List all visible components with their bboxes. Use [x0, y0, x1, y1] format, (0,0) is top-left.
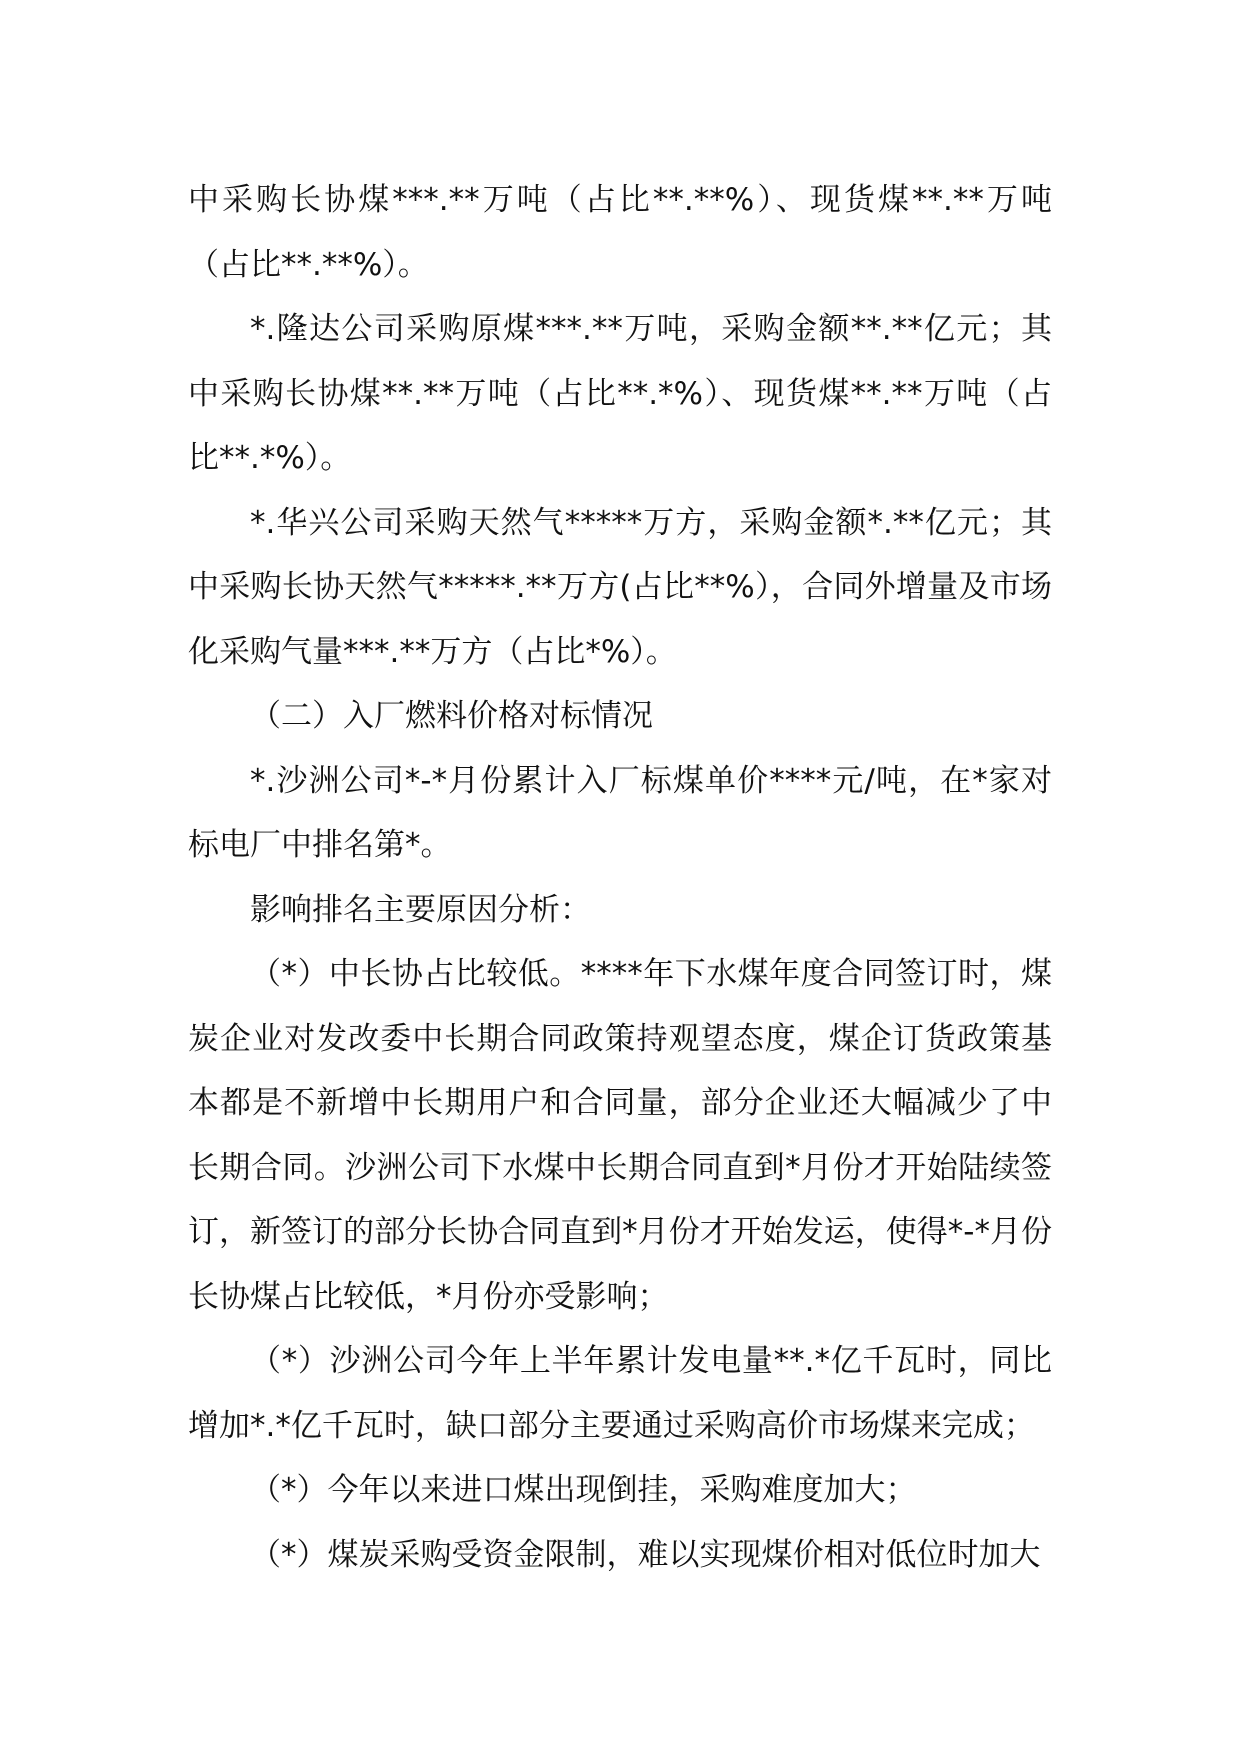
paragraph-analysis-intro: 影响排名主要原因分析：	[250, 891, 591, 928]
paragraph-continuation: 中采购长协煤***.**万吨（占比**.**%）、现货煤**.**万吨（占比**.**%）。	[188, 182, 1052, 283]
paragraph-reason-2: （*）沙洲公司今年上半年累计发电量**.*亿千瓦时，同比增加*.*亿千瓦时，缺口部分主要通过采购高价市场煤来完成；	[188, 1343, 1052, 1444]
section-heading: （二）入厂燃料价格对标情况	[250, 698, 653, 734]
paragraph-huaxing: *.华兴公司采购天然气*****万方，采购金额*.**亿元；其中采购长协天然气*****.**万方(占比**%），合同外增量及市场化采购气量***.**万方（占比*%）。	[188, 504, 1052, 670]
paragraph-reason-1: （*）中长协占比较低。****年下水煤年度合同签订时，煤炭企业对发改委中长期合同政策持观望态度，煤企订货政策基本都是不新增中长期用户和合同量，部分企业还大幅减少了中长期合同。沙洲公司下水煤中长期合同直到*月份才开始陆续签订，新签订的部分长协合同直到*月份才开始发运，使得*-*月份长协煤占比较低，*月份亦受影响；	[188, 956, 1052, 1315]
paragraph-shazhou-price: *.沙洲公司*-*月份累计入厂标煤单价****元/吨，在*家对标电厂中排名第*。	[188, 762, 1052, 863]
paragraph-reason-4: （*）煤炭采购受资金限制，难以实现煤价相对低位时加大	[250, 1536, 1041, 1573]
paragraph-reason-3: （*）今年以来进口煤出现倒挂，采购难度加大；	[250, 1472, 917, 1508]
document-body	[188, 168, 1052, 1587]
paragraph-longda: *.隆达公司采购原煤***.**万吨，采购金额**.**亿元；其中采购长协煤**.**万吨（占比**.*%）、现货煤**.**万吨（占比**.*%）。	[188, 311, 1052, 476]
